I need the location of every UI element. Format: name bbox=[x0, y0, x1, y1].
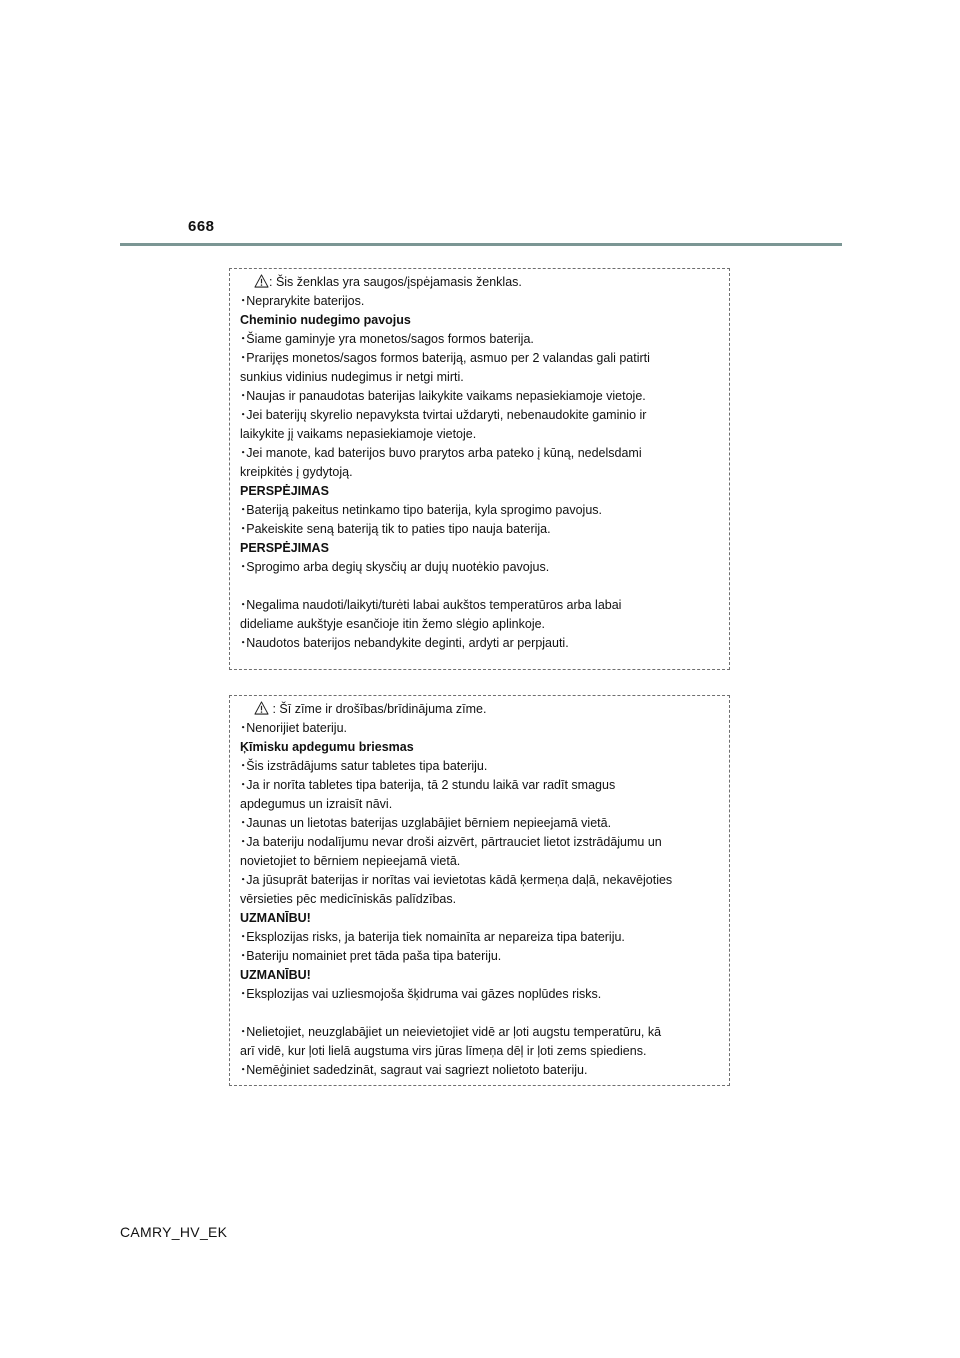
header-rule bbox=[120, 243, 842, 246]
warning-line: ･Šis izstrādājums satur tabletes tipa bateriju. bbox=[240, 759, 488, 773]
warning-line: ･Nemēģiniet sadedzināt, sagraut vai sagriezt nolietoto bateriju. bbox=[240, 1063, 588, 1077]
warning-line: ･Šiame gaminyje yra monetos/sagos formos baterija. bbox=[240, 332, 534, 346]
warning-line: UZMANĪBU! bbox=[240, 911, 311, 925]
warning-line: ･Sprogimo arba degių skysčių ar dujų nuotėkio pavojus. bbox=[240, 560, 550, 574]
warning-line: ･Naudotos baterijos nebandykite deginti, ardyti ar perpjauti. bbox=[240, 636, 569, 650]
warning-line: ･Neprarykite baterijos. bbox=[240, 294, 365, 308]
warning-line: : Šī zīme ir drošības/brīdinājuma zīme. bbox=[240, 700, 719, 719]
warning-line: dideliame aukštyje esančioje itin žemo slėgio aplinkoje. bbox=[240, 617, 546, 631]
warning-line: ･Pakeiskite seną bateriją tik to paties tipo nauja baterija. bbox=[240, 522, 551, 536]
warning-line: ･Eksplozijas vai uzliesmojoša šķidruma vai gāzes noplūdes risks. bbox=[240, 987, 602, 1001]
battery-warning-latvian bbox=[229, 695, 730, 1086]
warning-line: apdegumus un izraisīt nāvi. bbox=[240, 797, 393, 811]
warning-line: Ķīmisku apdegumu briesmas bbox=[240, 740, 414, 754]
warning-line: sunkius vidinius nudegimus ir netgi mirti. bbox=[240, 370, 464, 384]
warning-line: PERSPĖJIMAS bbox=[240, 484, 329, 498]
warning-line: ･Ja ir norīta tabletes tipa baterija, tā 2 stundu laikā var radīt smagus bbox=[240, 778, 616, 792]
warning-line: : Šis ženklas yra saugos/įspėjamasis ženklas. bbox=[240, 273, 719, 292]
warning-line: ･Jaunas un lietotas baterijas uzglabājiet bērniem nepieejamā vietā. bbox=[240, 816, 612, 830]
warning-triangle-icon bbox=[254, 701, 269, 715]
warning-line bbox=[240, 1004, 719, 1023]
warning-line: kreipkitės į gydytoją. bbox=[240, 465, 353, 479]
warning-line: ･Ja bateriju nodalījumu nevar droši aizvērt, pārtrauciet lietot izstrādājumu un bbox=[240, 835, 662, 849]
warning-line bbox=[240, 577, 719, 596]
warning-line: ･Negalima naudoti/laikyti/turėti labai aukštos temperatūros arba labai bbox=[240, 598, 622, 612]
warning-line: ･Prarijęs monetos/sagos formos bateriją, asmuo per 2 valandas gali patirti bbox=[240, 351, 650, 365]
footer-model-code: CAMRY_HV_EK bbox=[120, 1224, 228, 1240]
page-number: 668 bbox=[188, 218, 215, 235]
warning-line: ･Jei manote, kad baterijos buvo prarytos arba pateko į kūną, nedelsdami bbox=[240, 446, 642, 460]
warning-line: ･Eksplozijas risks, ja baterija tiek nomainīta ar nepareiza tipa bateriju. bbox=[240, 930, 625, 944]
warning-line: laikykite jį vaikams nepasiekiamoje vietoje. bbox=[240, 427, 477, 441]
warning-line: arī vidē, kur ļoti lielā augstuma virs jūras līmeņa dēļ ir ļoti zems spiediens. bbox=[240, 1044, 647, 1058]
warning-line: novietojiet to bērniem nepieejamā vietā. bbox=[240, 854, 461, 868]
warning-line: ･Nelietojiet, neuzglabājiet un neievietojiet vidē ar ļoti augstu temperatūru, kā bbox=[240, 1025, 662, 1039]
battery-warning-lithuanian bbox=[229, 268, 730, 670]
warning-line: ･Bateriju nomainiet pret tāda paša tipa bateriju. bbox=[240, 949, 502, 963]
warning-line: ･Nenorijiet bateriju. bbox=[240, 721, 347, 735]
warning-line: UZMANĪBU! bbox=[240, 968, 311, 982]
warning-line: vērsieties pēc medicīniskās palīdzības. bbox=[240, 892, 457, 906]
warning-line: ･Ja jūsuprāt baterijas ir norītas vai ievietotas kādā ķermeņa daļā, nekavējoties bbox=[240, 873, 673, 887]
warning-line: Cheminio nudegimo pavojus bbox=[240, 313, 411, 327]
warning-triangle-icon bbox=[254, 274, 269, 288]
warning-line: ･Jei baterijų skyrelio nepavyksta tvirtai uždaryti, nebenaudokite gaminio ir bbox=[240, 408, 647, 422]
warning-line: ･Naujas ir panaudotas baterijas laikykite vaikams nepasiekiamoje vietoje. bbox=[240, 389, 646, 403]
warning-line: ･Bateriją pakeitus netinkamo tipo baterija, kyla sprogimo pavojus. bbox=[240, 503, 602, 517]
warning-line: PERSPĖJIMAS bbox=[240, 541, 329, 555]
